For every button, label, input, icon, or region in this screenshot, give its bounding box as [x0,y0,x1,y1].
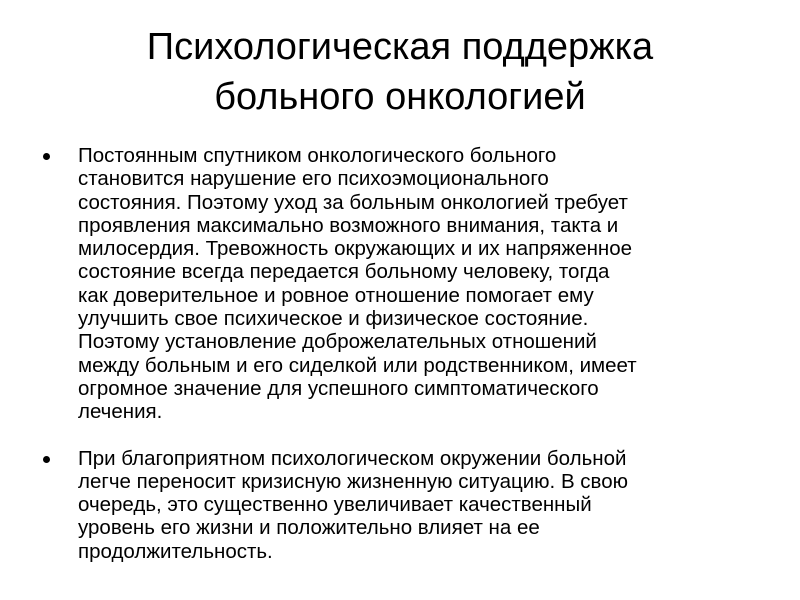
bullet-item-1 [40,144,770,424]
bullet-dot-icon [43,456,50,463]
bullet-2-line: уровень его жизни и положительно влияет на ее [78,516,540,540]
bullet-1-line: как доверительное и ровное отношение помогает ему [78,283,594,307]
bullet-dot-icon [43,153,50,160]
bullet-1-line: состояния. Поэтому уход за больным онкологией требует [78,190,628,214]
bullet-2-line: очередь, это существенно увеличивает качественный [78,493,592,517]
bullet-1-line: милосердия. Тревожность окружающих и их напряженное [78,237,633,261]
bullet-1-line: состояние всегда передается больному человеку, тогда [78,260,610,284]
bullet-1-line: лечения. [78,400,163,424]
bullet-2-line: продолжительность. [78,539,273,563]
bullet-1-line: между больным и его сиделкой или родственником, имеет [78,353,637,377]
bullet-2-line: легче переносит кризисную жизненную ситуацию. В свою [78,469,628,493]
slide-body [40,144,770,563]
bullet-item-2 [40,447,770,563]
bullet-1-line: Постоянным спутником онкологического больного [78,144,557,167]
bullet-2-line: При благоприятном психологическом окружении больной [78,446,627,470]
bullet-1-line: огромное значение для успешного симптоматического [78,376,599,400]
bullet-1-line: становится нарушение его психоэмоционального [78,167,549,191]
bullet-1-line: улучшить свое психическое и физическое состояние. [78,307,589,331]
bullet-1-line: проявления максимально возможного внимания, такта и [78,213,619,237]
slide-title-line-2: больного онкологией [214,76,586,118]
bullet-1-line: Поэтому установление доброжелательных отношений [78,330,597,354]
slide-title-line-1: Психологическая поддержка [146,26,654,68]
slide-title [0,22,800,122]
